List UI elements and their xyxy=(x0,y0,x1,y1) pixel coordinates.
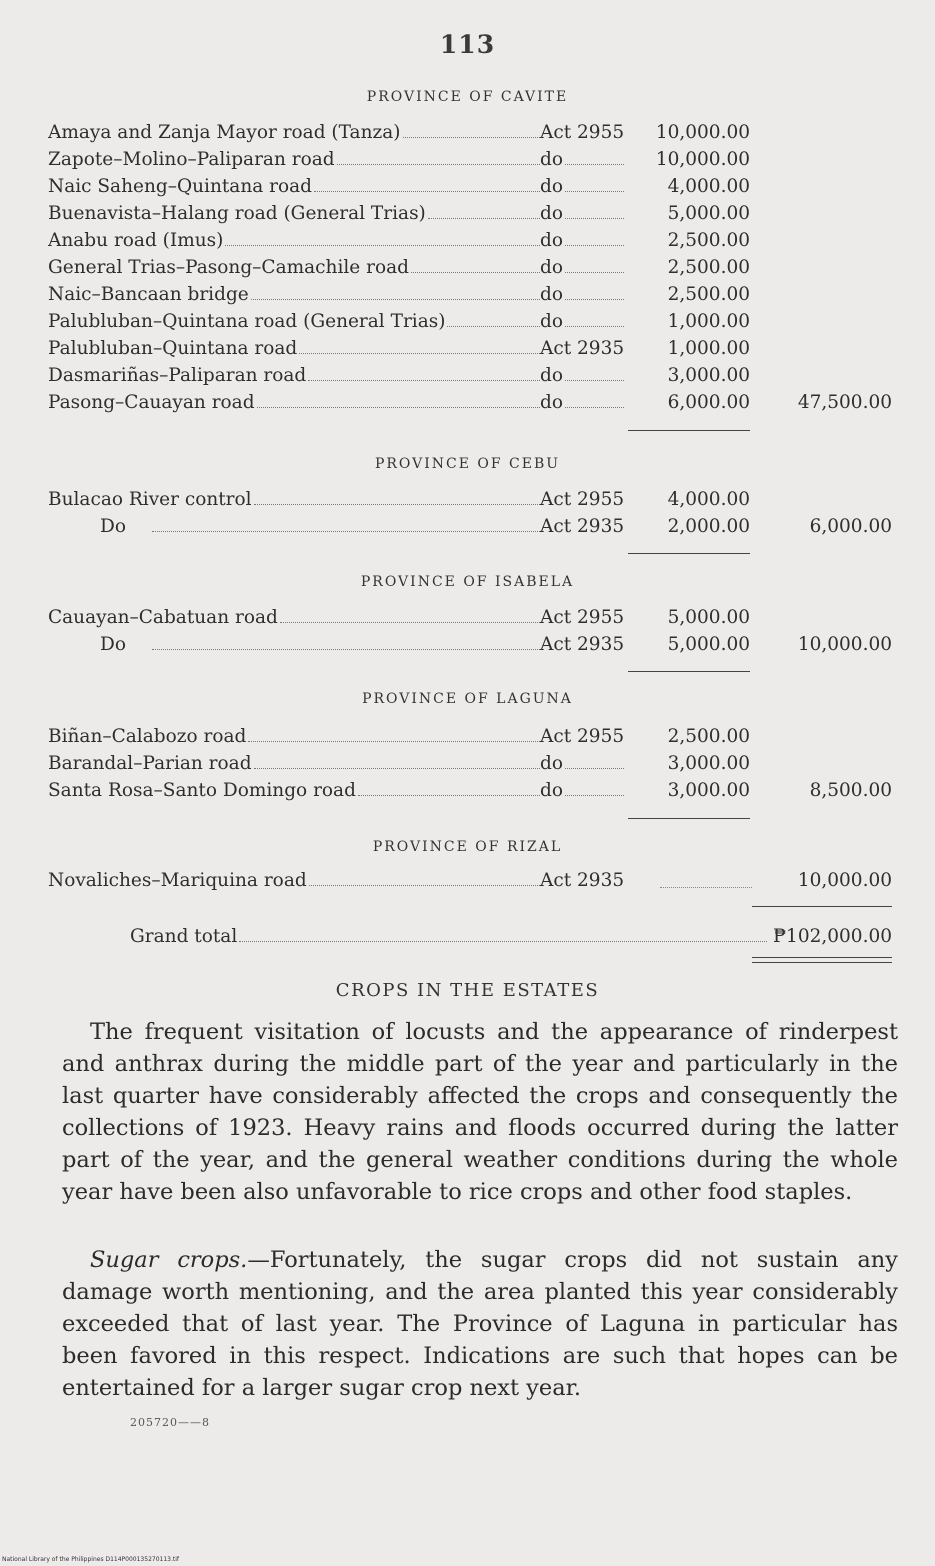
sugar-crops-body: —Fortunately, the sugar crops did not sustain any damage worth mentioning, and the area planted this year considerably exceeded that of last year. The Province of Laguna in particular has been favored in this respect. Indications are such that hopes can be entertained for a larger sugar crop next year. xyxy=(62,1247,898,1401)
amount: 5,000.00 xyxy=(667,634,750,655)
amount: 1,000.00 xyxy=(667,338,750,359)
table-row xyxy=(48,120,898,146)
road-name: Do xyxy=(100,516,126,537)
library-footer: National Library of the Philippines D114P000135270113.tif xyxy=(2,1556,180,1563)
table-row xyxy=(48,228,898,254)
table-row xyxy=(48,778,898,804)
road-name: Dasmariñas–Paliparan road xyxy=(48,365,307,386)
crops-paragraph-2 xyxy=(62,1244,898,1404)
table-row xyxy=(48,605,898,631)
subtotal: 8,500.00 xyxy=(809,780,892,801)
amount: 6,000.00 xyxy=(667,392,750,413)
subtotal: 10,000.00 xyxy=(797,870,892,891)
amount: 4,000.00 xyxy=(667,489,750,510)
grand-total-row xyxy=(130,924,892,950)
act-ref: do xyxy=(540,149,563,170)
sum-rule xyxy=(628,818,750,819)
act-ref: Act 2935 xyxy=(540,338,625,359)
amount: 2,500.00 xyxy=(667,230,750,251)
amount: 5,000.00 xyxy=(667,203,750,224)
amount: 2,500.00 xyxy=(667,726,750,747)
act-ref: do xyxy=(540,176,563,197)
section-heading-cavite: PROVINCE OF CAVITE xyxy=(366,89,569,105)
act-ref: Act 2935 xyxy=(540,634,625,655)
amount: 5,000.00 xyxy=(667,607,750,628)
act-ref: do xyxy=(540,753,563,774)
sugar-crops-lead: Sugar crops. xyxy=(90,1247,248,1273)
road-name: Santa Rosa–Santo Domingo road xyxy=(48,780,356,801)
table-row xyxy=(48,147,898,173)
sum-rule xyxy=(628,430,750,431)
act-ref: Act 2955 xyxy=(540,122,625,143)
table-row xyxy=(48,390,898,416)
section-heading-rizal: PROVINCE OF RIZAL xyxy=(372,839,563,855)
road-name: Amaya and Zanja Mayor road (Tanza) xyxy=(48,122,401,143)
amount: 3,000.00 xyxy=(667,365,750,386)
amount: 3,000.00 xyxy=(667,753,750,774)
road-name: Barandal–Parian road xyxy=(48,753,252,774)
act-ref: Act 2955 xyxy=(540,726,625,747)
amount: 4,000.00 xyxy=(667,176,750,197)
road-name: General Trias–Pasong–Camachile road xyxy=(48,257,409,278)
act-ref: do xyxy=(540,780,563,801)
act-ref: do xyxy=(540,203,563,224)
amount: 2,000.00 xyxy=(667,516,750,537)
table-row xyxy=(48,201,898,227)
table-row xyxy=(48,724,898,750)
amount: 10,000.00 xyxy=(655,122,750,143)
road-name: Novaliches–Mariquina road xyxy=(48,870,307,891)
road-name: Naic–Bancaan bridge xyxy=(48,284,249,305)
amount: 2,500.00 xyxy=(667,257,750,278)
table-row xyxy=(48,751,898,777)
act-ref: do xyxy=(540,284,563,305)
empty-amount-leader xyxy=(660,887,752,888)
road-name: Anabu road (Imus) xyxy=(48,230,224,251)
subtotal: 6,000.00 xyxy=(809,516,892,537)
act-ref: Act 2935 xyxy=(540,516,625,537)
table-row xyxy=(48,487,898,513)
crops-paragraph-1: The frequent visitation of locusts and the appearance of rinderpest and anthrax during the middle part of the year and particularly in the last quarter have considerably affected the crops and consequently the collections of 1923. Heavy rains and floods occurred during the latter part of the year, and the general weather conditions during the whole year have been also unfavorable to rice crops and other food staples. xyxy=(62,1019,898,1205)
table-row xyxy=(48,363,898,389)
table-row xyxy=(48,282,898,308)
act-ref: do xyxy=(540,365,563,386)
table-row xyxy=(48,309,898,335)
amount: 1,000.00 xyxy=(667,311,750,332)
grand-total-label: Grand total xyxy=(130,926,238,947)
amount: 2,500.00 xyxy=(667,284,750,305)
table-row xyxy=(48,868,898,894)
road-name: Bulacao River control xyxy=(48,489,252,510)
table-row xyxy=(48,514,898,540)
road-name: Palubluban–Quintana road xyxy=(48,338,298,359)
table-row xyxy=(48,255,898,281)
act-ref: do xyxy=(540,257,563,278)
road-name: Do xyxy=(100,634,126,655)
road-name: Zapote–Molino–Paliparan road xyxy=(48,149,335,170)
road-name: Pasong–Cauayan road xyxy=(48,392,255,413)
subtotal: 10,000.00 xyxy=(797,634,892,655)
road-name: Naic Saheng–Quintana road xyxy=(48,176,313,197)
page-number: 113 xyxy=(439,30,496,59)
act-ref: do xyxy=(540,311,563,332)
section-heading-cebu: PROVINCE OF CEBU xyxy=(374,456,561,472)
subtotal: 47,500.00 xyxy=(797,392,892,413)
grand-total-value: ₱102,000.00 xyxy=(773,926,892,947)
amount: 10,000.00 xyxy=(655,149,750,170)
sum-rule xyxy=(752,906,892,907)
act-ref: Act 2955 xyxy=(540,607,625,628)
table-row xyxy=(48,632,898,658)
act-ref: do xyxy=(540,230,563,251)
road-name: Palubluban–Quintana road (General Trias) xyxy=(48,311,446,332)
table-row xyxy=(48,174,898,200)
sum-rule xyxy=(628,671,750,672)
section-heading-laguna: PROVINCE OF LAGUNA xyxy=(362,691,573,707)
act-ref: Act 2935 xyxy=(540,870,625,891)
road-name: Cauayan–Cabatuan road xyxy=(48,607,278,628)
act-ref: do xyxy=(540,392,563,413)
table-row xyxy=(48,336,898,362)
sum-rule xyxy=(628,553,750,554)
crops-heading: CROPS IN THE ESTATES xyxy=(335,980,600,1001)
amount: 3,000.00 xyxy=(667,780,750,801)
act-ref: Act 2955 xyxy=(540,489,625,510)
printer-signature: 205720——8 xyxy=(130,1416,210,1429)
grand-total-double-rule xyxy=(752,957,892,963)
road-name: Biñan–Calabozo road xyxy=(48,726,247,747)
road-name: Buenavista–Halang road (General Trias) xyxy=(48,203,426,224)
section-heading-isabela: PROVINCE OF ISABELA xyxy=(360,574,575,590)
